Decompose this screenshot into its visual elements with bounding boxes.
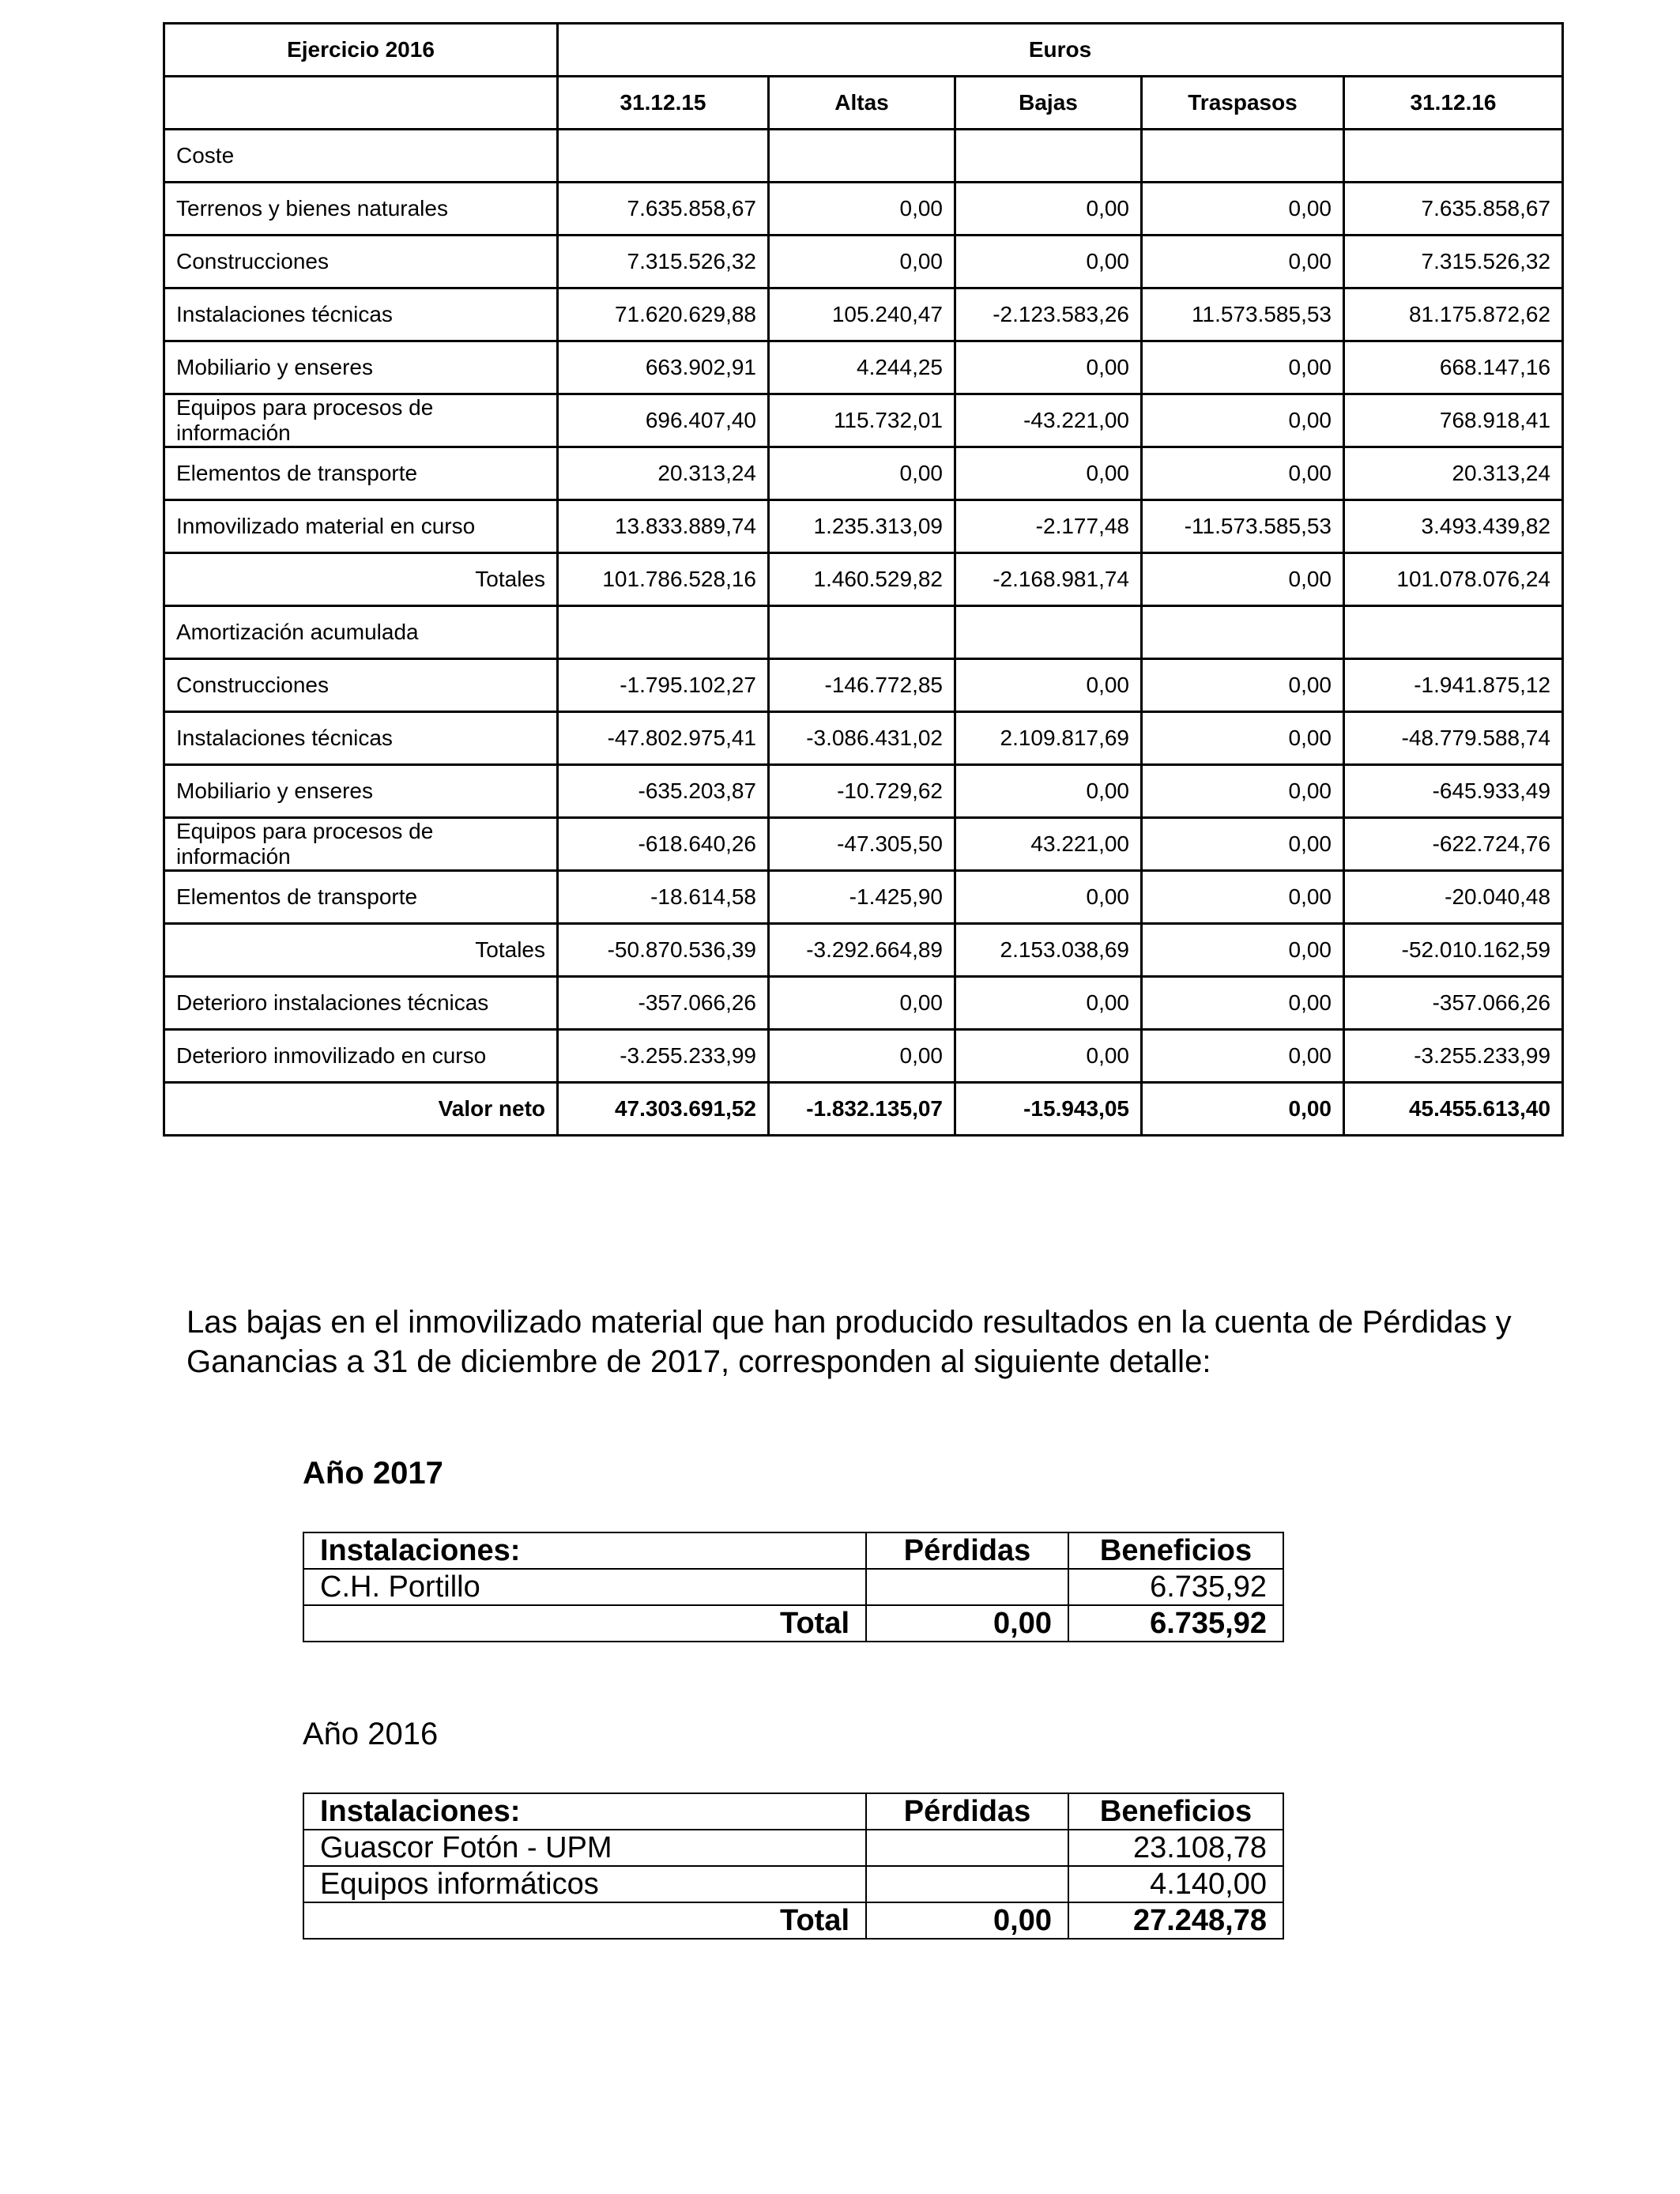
value-cell: 0,00: [769, 977, 955, 1030]
total-label: Total: [303, 1902, 866, 1939]
value-cell: -2.177,48: [955, 500, 1142, 553]
value-cell: 101.078.076,24: [1344, 553, 1563, 606]
value-cell: 0,00: [769, 1030, 955, 1083]
value-cell: -146.772,85: [769, 659, 955, 712]
table-row: [164, 236, 1563, 288]
empty-cell: [558, 606, 769, 659]
column-header: Instalaciones:: [303, 1532, 866, 1569]
column-header: Altas: [769, 77, 955, 130]
column-header: Bajas: [955, 77, 1142, 130]
section-row-coste: [164, 130, 1563, 183]
losses-cell: [866, 1830, 1068, 1866]
value-cell: 47.303.691,52: [558, 1083, 769, 1136]
value-cell: 115.732,01: [769, 394, 955, 447]
value-cell: 0,00: [769, 236, 955, 288]
table-row: [164, 871, 1563, 924]
value-cell: 0,00: [769, 183, 955, 236]
disposals-2017-body: [303, 1532, 1283, 1642]
value-cell: 0,00: [1142, 1083, 1344, 1136]
value-cell: 20.313,24: [1344, 447, 1563, 500]
value-cell: -3.255.233,99: [1344, 1030, 1563, 1083]
value-cell: 1.460.529,82: [769, 553, 955, 606]
section-row-amortizacion: [164, 606, 1563, 659]
total-gains: 27.248,78: [1068, 1902, 1283, 1939]
amortizacion-rows: [164, 659, 1563, 924]
total-losses: 0,00: [866, 1605, 1068, 1642]
installation-name: Guascor Fotón - UPM: [303, 1830, 866, 1866]
value-cell: 0,00: [955, 447, 1142, 500]
value-cell: 0,00: [955, 236, 1142, 288]
value-cell: -15.943,05: [955, 1083, 1142, 1136]
row-label: Elementos de transporte: [164, 871, 558, 924]
value-cell: 0,00: [1142, 447, 1344, 500]
value-cell: 663.902,91: [558, 341, 769, 394]
value-cell: -10.729,62: [769, 765, 955, 818]
section-label: Amortización acumulada: [164, 606, 558, 659]
row-label: Equipos para procesos de información: [164, 394, 558, 447]
deterioro-rows: [164, 977, 1563, 1083]
currency-header: Euros: [558, 24, 1563, 77]
empty-cell: [1142, 130, 1344, 183]
table-row: [164, 288, 1563, 341]
column-header: Pérdidas: [866, 1532, 1068, 1569]
losses-cell: [866, 1866, 1068, 1902]
value-cell: -52.010.162,59: [1344, 924, 1563, 977]
value-cell: -11.573.585,53: [1142, 500, 1344, 553]
disposals-2016-table: [303, 1793, 1284, 1940]
installation-name: C.H. Portillo: [303, 1569, 866, 1605]
coste-total: [164, 553, 1563, 606]
disposals-2017-table: [303, 1532, 1284, 1642]
value-cell: -1.941.875,12: [1344, 659, 1563, 712]
value-cell: -622.724,76: [1344, 818, 1563, 871]
column-header: Beneficios: [1068, 1532, 1283, 1569]
explanatory-paragraph: Las bajas en el inmovilizado material que han producido resultados en la cuenta de Pérdidas y Ganancias a 31 de diciembre de 2017, corresponden al siguiente detalle:: [186, 1305, 1512, 1379]
row-label: Instalaciones técnicas: [164, 288, 558, 341]
table-row: [164, 394, 1563, 447]
value-cell: -48.779.588,74: [1344, 712, 1563, 765]
value-cell: 71.620.629,88: [558, 288, 769, 341]
year-header: Ejercicio 2016: [164, 24, 558, 77]
value-cell: -18.614,58: [558, 871, 769, 924]
empty-cell: [769, 130, 955, 183]
amortizacion-total: [164, 924, 1563, 977]
value-cell: 768.918,41: [1344, 394, 1563, 447]
gains-cell: 4.140,00: [1068, 1866, 1283, 1902]
column-header: Instalaciones:: [303, 1793, 866, 1830]
value-cell: -3.292.664,89: [769, 924, 955, 977]
total-losses: 0,00: [866, 1902, 1068, 1939]
table-row: [164, 712, 1563, 765]
empty-cell: [1344, 606, 1563, 659]
table-row: [164, 183, 1563, 236]
value-cell: -43.221,00: [955, 394, 1142, 447]
header-empty-cell: [164, 77, 558, 130]
row-label: Mobiliario y enseres: [164, 765, 558, 818]
value-cell: -3.255.233,99: [558, 1030, 769, 1083]
row-label: Instalaciones técnicas: [164, 712, 558, 765]
row-label: Deterioro inmovilizado en curso: [164, 1030, 558, 1083]
table-row: [164, 500, 1563, 553]
value-cell: 0,00: [955, 183, 1142, 236]
table-row: [303, 1866, 1283, 1902]
row-label: Totales: [164, 924, 558, 977]
value-cell: -618.640,26: [558, 818, 769, 871]
table-row: [303, 1830, 1283, 1866]
value-cell: 2.153.038,69: [955, 924, 1142, 977]
row-label: Construcciones: [164, 236, 558, 288]
value-cell: -50.870.536,39: [558, 924, 769, 977]
empty-cell: [558, 130, 769, 183]
value-cell: 105.240,47: [769, 288, 955, 341]
column-header: 31.12.16: [1344, 77, 1563, 130]
column-header: Pérdidas: [866, 1793, 1068, 1830]
value-cell: -2.168.981,74: [955, 553, 1142, 606]
value-cell: -1.795.102,27: [558, 659, 769, 712]
empty-cell: [1142, 606, 1344, 659]
value-cell: 20.313,24: [558, 447, 769, 500]
total-label: Total: [303, 1605, 866, 1642]
empty-cell: [1344, 130, 1563, 183]
row-label: Deterioro instalaciones técnicas: [164, 977, 558, 1030]
value-cell: -357.066,26: [1344, 977, 1563, 1030]
row-label: Totales: [164, 553, 558, 606]
gains-cell: 23.108,78: [1068, 1830, 1283, 1866]
table-row: [164, 818, 1563, 871]
value-cell: 0,00: [1142, 977, 1344, 1030]
value-cell: -47.802.975,41: [558, 712, 769, 765]
header-row: [303, 1793, 1283, 1830]
value-cell: 0,00: [955, 871, 1142, 924]
disposals-2016-body: [303, 1793, 1283, 1939]
header-row-1: [164, 24, 1563, 77]
year-2016-heading: Año 2016: [303, 1717, 439, 1751]
value-cell: -1.425,90: [769, 871, 955, 924]
row-label: Valor neto: [164, 1083, 558, 1136]
total-row: [303, 1902, 1283, 1939]
value-cell: 0,00: [955, 977, 1142, 1030]
value-cell: 0,00: [1142, 659, 1344, 712]
value-cell: 1.235.313,09: [769, 500, 955, 553]
value-cell: 0,00: [955, 341, 1142, 394]
value-cell: 0,00: [1142, 183, 1344, 236]
header-row: [303, 1532, 1283, 1569]
empty-cell: [955, 130, 1142, 183]
losses-cell: [866, 1569, 1068, 1605]
column-header: Traspasos: [1142, 77, 1344, 130]
table-row: [303, 1569, 1283, 1605]
table-row: [164, 1030, 1563, 1083]
value-cell: 0,00: [955, 659, 1142, 712]
totals-row: [164, 553, 1563, 606]
value-cell: -645.933,49: [1344, 765, 1563, 818]
value-cell: -357.066,26: [558, 977, 769, 1030]
value-cell: -3.086.431,02: [769, 712, 955, 765]
net-value: [164, 1083, 1563, 1136]
net-value-row: [164, 1083, 1563, 1136]
value-cell: -1.832.135,07: [769, 1083, 955, 1136]
row-label: Mobiliario y enseres: [164, 341, 558, 394]
row-label: Elementos de transporte: [164, 447, 558, 500]
empty-cell: [955, 606, 1142, 659]
value-cell: 0,00: [955, 765, 1142, 818]
row-label: Terrenos y bienes naturales: [164, 183, 558, 236]
value-cell: 101.786.528,16: [558, 553, 769, 606]
value-cell: 7.315.526,32: [1344, 236, 1563, 288]
installation-name: Equipos informáticos: [303, 1866, 866, 1902]
value-cell: 7.635.858,67: [558, 183, 769, 236]
value-cell: 0,00: [1142, 765, 1344, 818]
table-row: [164, 977, 1563, 1030]
value-cell: -20.040,48: [1344, 871, 1563, 924]
table-row: [164, 341, 1563, 394]
totals-row: [164, 924, 1563, 977]
value-cell: 0,00: [769, 447, 955, 500]
value-cell: 0,00: [1142, 553, 1344, 606]
value-cell: 0,00: [1142, 341, 1344, 394]
value-cell: -2.123.583,26: [955, 288, 1142, 341]
value-cell: 0,00: [955, 1030, 1142, 1083]
value-cell: 0,00: [1142, 236, 1344, 288]
row-label: Equipos para procesos de información: [164, 818, 558, 871]
year-2017-heading: Año 2017: [303, 1456, 443, 1491]
value-cell: 696.407,40: [558, 394, 769, 447]
value-cell: 0,00: [1142, 871, 1344, 924]
value-cell: 2.109.817,69: [955, 712, 1142, 765]
empty-cell: [769, 606, 955, 659]
value-cell: 7.635.858,67: [1344, 183, 1563, 236]
gains-cell: 6.735,92: [1068, 1569, 1283, 1605]
value-cell: 0,00: [1142, 394, 1344, 447]
value-cell: 11.573.585,53: [1142, 288, 1344, 341]
value-cell: 3.493.439,82: [1344, 500, 1563, 553]
value-cell: 0,00: [1142, 818, 1344, 871]
value-cell: 0,00: [1142, 1030, 1344, 1083]
value-cell: 13.833.889,74: [558, 500, 769, 553]
header-row-2: [164, 77, 1563, 130]
row-label: Construcciones: [164, 659, 558, 712]
total-row: [303, 1605, 1283, 1642]
value-cell: 45.455.613,40: [1344, 1083, 1563, 1136]
column-header: Beneficios: [1068, 1793, 1283, 1830]
value-cell: 4.244,25: [769, 341, 955, 394]
row-label: Inmovilizado material en curso: [164, 500, 558, 553]
table-row: [164, 765, 1563, 818]
value-cell: 43.221,00: [955, 818, 1142, 871]
fixed-assets-table: [163, 22, 1564, 1137]
value-cell: -635.203,87: [558, 765, 769, 818]
value-cell: 0,00: [1142, 712, 1344, 765]
value-cell: 668.147,16: [1344, 341, 1563, 394]
value-cell: 81.175.872,62: [1344, 288, 1563, 341]
value-cell: 0,00: [1142, 924, 1344, 977]
coste-rows: [164, 183, 1563, 553]
value-cell: 7.315.526,32: [558, 236, 769, 288]
table-row: [164, 447, 1563, 500]
column-header: 31.12.15: [558, 77, 769, 130]
table-row: [164, 659, 1563, 712]
total-gains: 6.735,92: [1068, 1605, 1283, 1642]
value-cell: -47.305,50: [769, 818, 955, 871]
section-label: Coste: [164, 130, 558, 183]
